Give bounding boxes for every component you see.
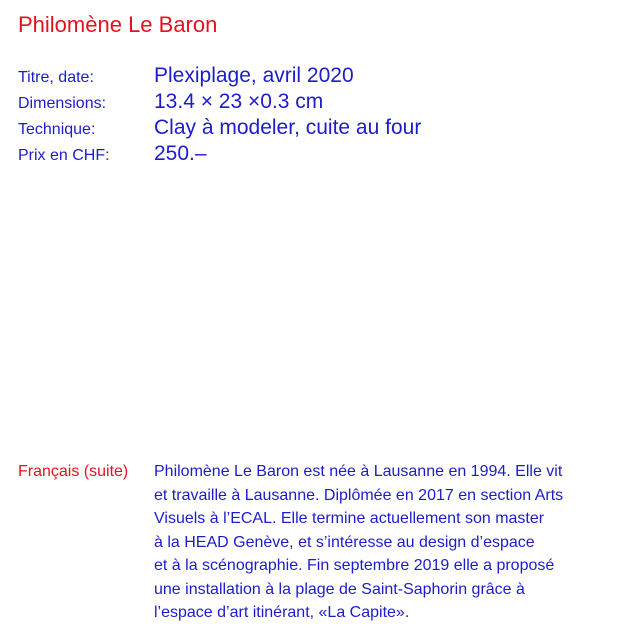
spec-row-title-date — [18, 64, 618, 90]
biography-text — [154, 460, 563, 625]
biography-line: l’espace d’art itinérant, «La Capite». — [154, 604, 410, 621]
spec-label-title-date: Titre, date: — [18, 69, 94, 86]
biography-section — [18, 460, 628, 625]
spec-value-title-date: Plexiplage, avril 2020 — [154, 64, 354, 87]
spec-row-technique — [18, 116, 618, 142]
artwork-details — [18, 64, 618, 168]
artist-name: Philomène Le Baron — [18, 12, 218, 37]
biography-line: et à la scénographie. Fin septembre 2019 elle a proposé — [154, 557, 555, 574]
spec-label-technique: Technique: — [18, 121, 96, 138]
spec-label-price: Prix en CHF: — [18, 147, 110, 164]
spec-label-dimensions: Dimensions: — [18, 95, 107, 112]
biography-language-label: Français (suite) — [18, 463, 129, 480]
spec-value-price: 250.– — [154, 142, 207, 165]
biography-line: une installation à la plage de Saint-Saphorin grâce à — [154, 580, 525, 598]
biography-line: Philomène Le Baron est née à Lausanne en 1994. Elle vit — [154, 463, 563, 480]
spec-value-dimensions: 13.4 × 23 ×0.3 cm — [154, 90, 324, 113]
biography-line: à la HEAD Genève, et s’intéresse au design d’espace — [154, 533, 535, 551]
biography-line: et travaille à Lausanne. Diplômée en 2017 en section Arts — [154, 486, 564, 504]
spec-row-dimensions — [18, 90, 618, 116]
spec-row-price — [18, 142, 618, 168]
biography-line: Visuels à l’ECAL. Elle termine actuellement son master — [154, 510, 545, 527]
spec-value-technique: Clay à modeler, cuite au four — [154, 116, 422, 139]
